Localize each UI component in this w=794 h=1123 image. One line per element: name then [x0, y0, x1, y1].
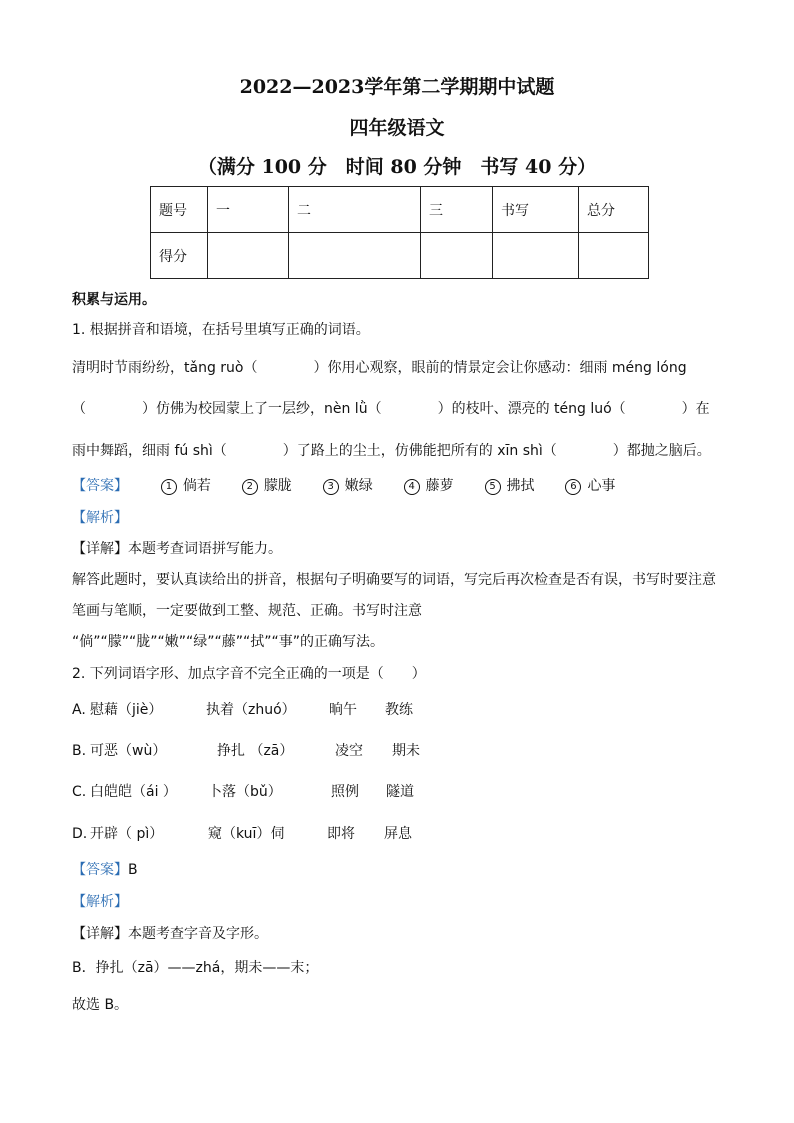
score-input-cell — [421, 233, 493, 279]
explanation-line: 故选 B。 — [72, 997, 129, 1013]
answer-item: 4 藤萝 — [404, 478, 454, 494]
analysis-label: 【解析】 — [72, 894, 128, 910]
option-item: 晌午 — [329, 702, 357, 718]
grade-subject: 四年级语文 — [349, 117, 445, 139]
score-cell: 一 — [208, 187, 289, 233]
option-item: 屏息 — [384, 826, 412, 842]
option-a-label: A. — [72, 702, 86, 718]
option-b-label: B. — [72, 743, 87, 759]
detail-label: 【详解】 — [72, 541, 128, 557]
exam-title: 2022—2023学年第二学期期中试题 — [239, 76, 555, 98]
q1-text-line: 清明时节雨纷纷，tǎng ruò（ ）你用心观察，眼前的情景定会让你感动：细雨 méng lóng — [72, 360, 687, 376]
option-item: 开辟（ pì） — [90, 826, 164, 842]
q2-prompt: 2. 下列词语字形、加点字音不完全正确的一项是（ ） — [72, 666, 426, 682]
score-input-cell — [208, 233, 289, 279]
number-circle: 1 — [161, 479, 177, 495]
explanation-line: 笔画与笔顺，一定要做到工整、规范、正确。书写时注意 — [72, 603, 422, 619]
score-cell: 书写 — [493, 187, 579, 233]
option-item: 隧道 — [386, 784, 414, 800]
detail-text: 本题考查字音及字形。 — [128, 926, 268, 942]
number-circle: 5 — [485, 479, 501, 495]
analysis-label: 【解析】 — [72, 510, 128, 526]
answer-item: 1 倘若 — [161, 478, 211, 494]
option-item: 慰藉（jiè） — [90, 702, 163, 718]
option-c-label: C. — [72, 784, 87, 800]
number-circle: 3 — [323, 479, 339, 495]
score-cell: 总分 — [579, 187, 649, 233]
option-item: 卜落（bǔ） — [208, 784, 282, 800]
detail-label: 【详解】 — [72, 926, 128, 942]
q1-text-line: 雨中舞蹈，细雨 fú shì（ ）了路上的尘土，仿佛能把所有的 xīn shì（ ）都抛之脑后。 — [72, 443, 711, 459]
explanation-line: B．挣扎（zā）——zhá，期未——末； — [72, 960, 319, 976]
answer-item: 2 朦胧 — [242, 478, 292, 494]
score-table-header-row — [151, 187, 649, 233]
option-d-label: D. — [72, 826, 88, 842]
explanation-line: “倘”“朦”“胧”“嫩”“绿”“藤”“拭”“事”的正确写法。 — [72, 634, 385, 650]
score-input-cell — [289, 233, 421, 279]
answer-item: 5 拂拭 — [485, 478, 535, 494]
option-item: 教练 — [385, 702, 413, 718]
answer-item: 6 心事 — [565, 478, 615, 494]
answer-item: 3 嫩绿 — [323, 478, 373, 494]
q1-text-line: （ ）仿佛为校园蒙上了一层纱，nèn lǜ（ ）的枝叶、漂亮的 téng luó（ ）在 — [72, 401, 710, 417]
score-table-score-row — [151, 233, 649, 279]
q2-answer-row — [72, 860, 138, 880]
option-item: 即将 — [327, 826, 355, 842]
score-row-label: 得分 — [151, 233, 208, 279]
option-item: 白皑皑（ái ） — [90, 784, 177, 800]
explanation-line: 解答此题时，要认真读给出的拼音，根据句子明确要写的词语，写完后再次检查是否有误，书写时要注意 — [72, 572, 716, 588]
section-heading: 积累与运用。 — [72, 292, 156, 308]
score-input-cell — [579, 233, 649, 279]
score-cell: 三 — [421, 187, 493, 233]
answer-label: 【答案】 — [72, 862, 128, 878]
number-circle: 2 — [242, 479, 258, 495]
score-input-cell — [493, 233, 579, 279]
option-item: 可恶（wù） — [90, 743, 167, 759]
score-table — [150, 186, 649, 279]
q1-prompt: 1. 根据拼音和语境，在括号里填写正确的词语。 — [72, 322, 370, 338]
option-item: 执着（zhuó） — [206, 702, 296, 718]
answer-value: B — [128, 862, 138, 878]
number-circle: 6 — [565, 479, 581, 495]
option-item: 挣扎 （zā） — [217, 743, 294, 759]
option-item: 期未 — [392, 743, 420, 759]
option-item: 照例 — [331, 784, 359, 800]
q1-answer-row — [72, 476, 615, 496]
option-item: 凌空 — [335, 743, 363, 759]
detail-text: 本题考查词语拼写能力。 — [128, 541, 282, 557]
score-cell: 二 — [289, 187, 421, 233]
number-circle: 4 — [404, 479, 420, 495]
answer-label: 【答案】 — [72, 478, 128, 494]
score-cell: 题号 — [151, 187, 208, 233]
detail-line — [72, 539, 282, 559]
option-item: 窥（kuī）伺 — [208, 826, 285, 842]
detail-line — [72, 924, 268, 944]
exam-info: （满分 100 分 时间 80 分钟 书写 40 分） — [197, 156, 597, 178]
